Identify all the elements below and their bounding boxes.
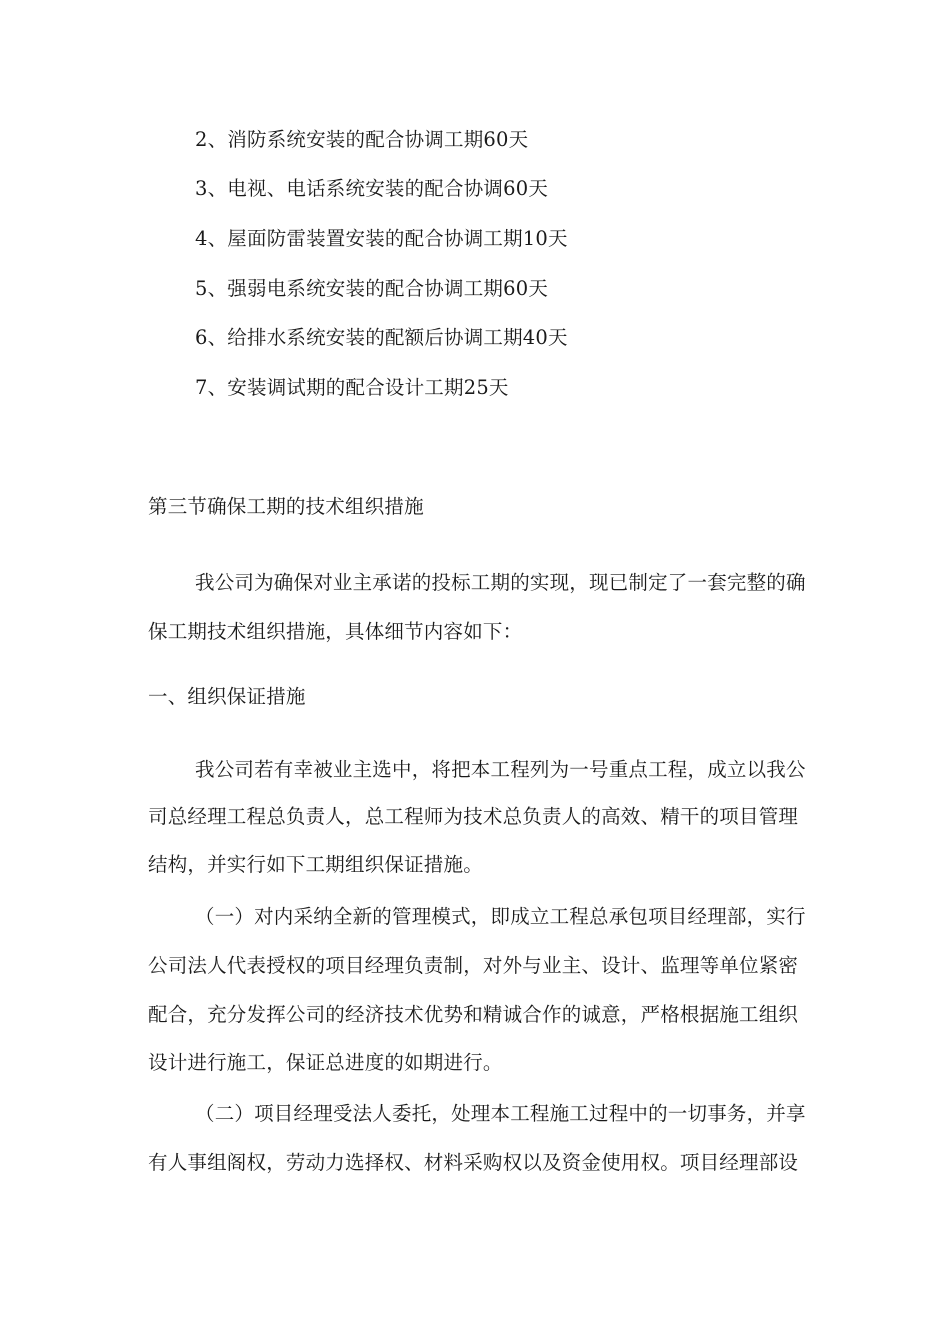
subsection-heading: 一、组织保证措施 <box>148 685 306 708</box>
paragraph-line: 司总经理工程总负责人，总工程师为技术总负责人的高效、精干的项目管理 <box>148 805 799 828</box>
paragraph-line: 我公司为确保对业主承诺的投标工期的实现，现已制定了一套完整的确 <box>195 571 806 594</box>
list-item: 2、消防系统安装的配合协调工期60天 <box>195 128 529 151</box>
list-item: 7、安装调试期的配合设计工期25天 <box>195 376 509 399</box>
paragraph-line: 结构，并实行如下工期组织保证措施。 <box>148 853 483 876</box>
paragraph-line: 我公司若有幸被业主选中，将把本工程列为一号重点工程，成立以我公 <box>195 758 806 781</box>
paragraph-line: （一）对内采纳全新的管理模式，即成立工程总承包项目经理部，实行 <box>195 905 806 928</box>
list-item: 4、屋面防雷装置安装的配合协调工期10天 <box>195 227 568 250</box>
list-item: 5、强弱电系统安装的配合协调工期60天 <box>195 277 549 300</box>
paragraph-line: 配合，充分发挥公司的经济技术优势和精诚合作的诚意，严格根据施工组织 <box>148 1003 799 1026</box>
section-heading: 第三节确保工期的技术组织措施 <box>148 495 424 518</box>
list-item: 6、给排水系统安装的配额后协调工期40天 <box>195 326 568 349</box>
paragraph-line: 公司法人代表授权的项目经理负责制，对外与业主、设计、监理等单位紧密 <box>148 954 799 977</box>
paragraph-line: （二）项目经理受法人委托，处理本工程施工过程中的一切事务，并享 <box>195 1102 806 1125</box>
paragraph-line: 设计进行施工，保证总进度的如期进行。 <box>148 1051 503 1074</box>
list-item: 3、电视、电话系统安装的配合协调60天 <box>195 177 549 200</box>
paragraph-line: 有人事组阁权，劳动力选择权、材料采购权以及资金使用权。项目经理部设 <box>148 1151 799 1174</box>
paragraph-line: 保工期技术组织措施，具体细节内容如下： <box>148 620 523 643</box>
